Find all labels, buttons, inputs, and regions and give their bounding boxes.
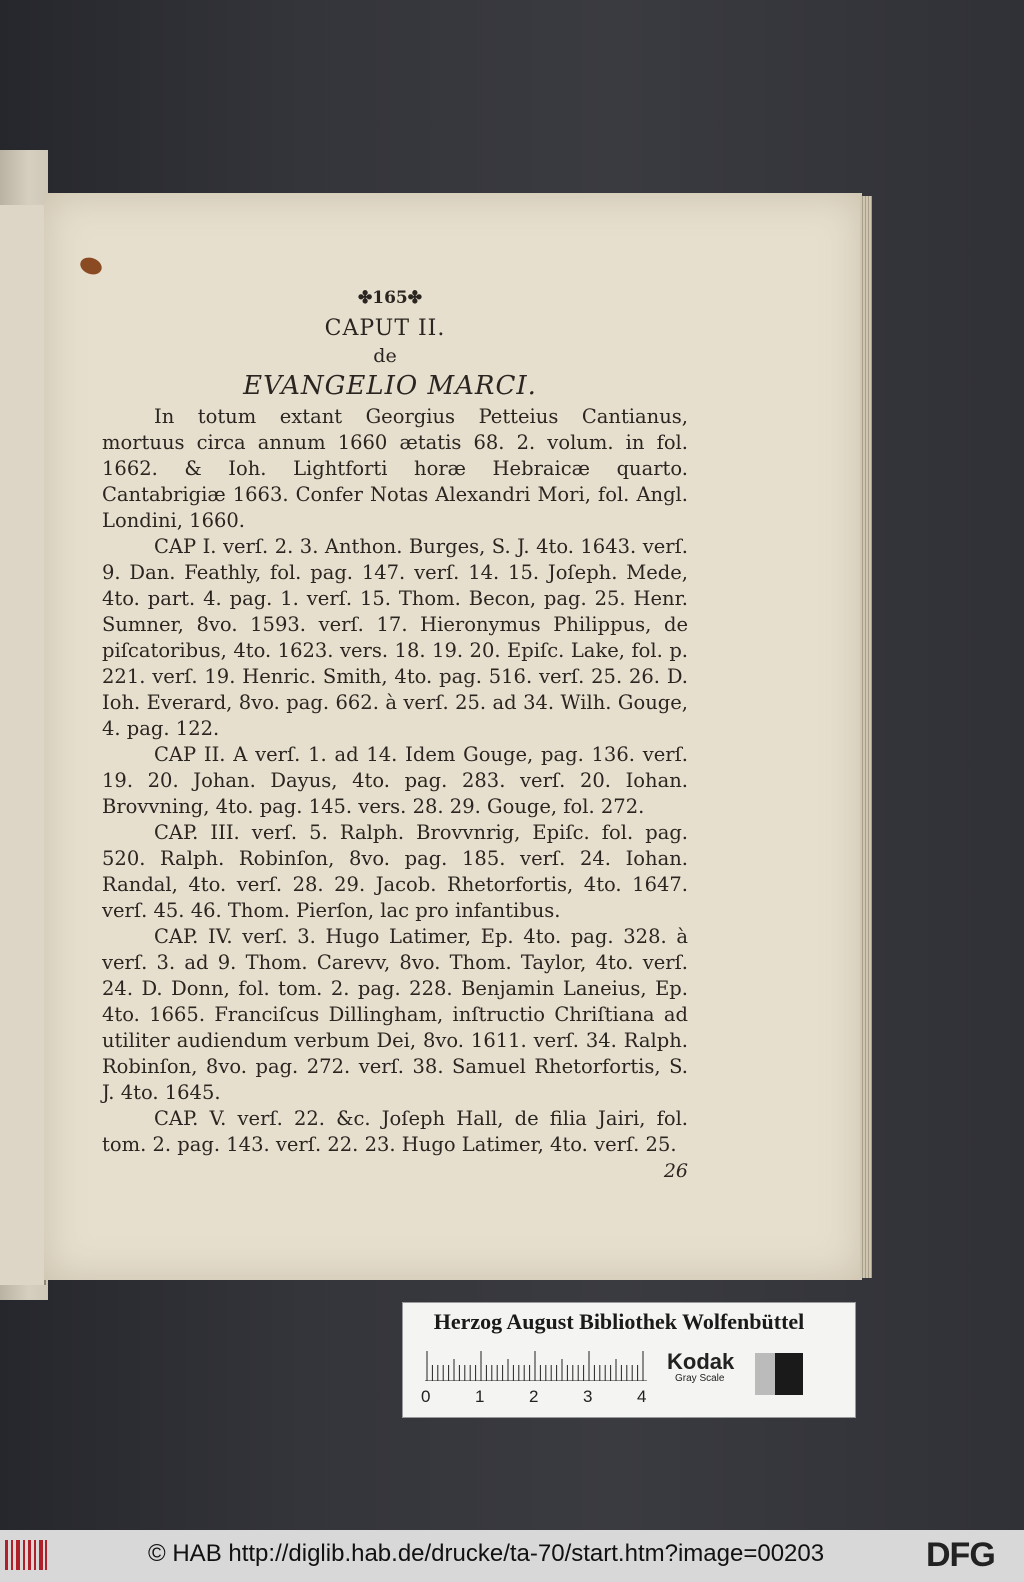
- chapter-subject: EVANGELIO MARCI.: [243, 371, 537, 401]
- page-stack-edge: [860, 196, 872, 1278]
- chapter-de: de: [373, 345, 397, 367]
- gray-scale-label: Gray Scale: [675, 1373, 725, 1384]
- ruler-number: 0: [421, 1387, 431, 1406]
- paragraph: CAP. V. verſ. 22. &c. Joſeph Hall, de filia Jairi, fol. tom. 2. pag. 143. verſ. 22. 23. Hugo Latimer, 4to. verſ. 25.: [102, 1107, 688, 1156]
- chapter-title: CAPUT II.: [324, 316, 446, 341]
- left-page-inner: [0, 205, 46, 1285]
- ruler-number: 1: [475, 1387, 485, 1406]
- catchword: 26: [663, 1160, 688, 1182]
- ruler-number: 4: [637, 1387, 647, 1406]
- library-label-card: [402, 1302, 856, 1418]
- ruler-number: 3: [583, 1387, 593, 1406]
- library-name: Herzog August Bibliothek Wolfenbüttel: [433, 1309, 805, 1334]
- page-text-block: [102, 282, 688, 1184]
- kodak-logo: Kodak: [667, 1349, 735, 1374]
- barcode-icon: [4, 1538, 48, 1572]
- footer-bar: [0, 1530, 1024, 1582]
- paragraph: In totum extant Georgius Petteius Cantianus, mortuus circa annum 1660 ætatis 68. 2. volum. in fol. 1662. & Ioh. Lightforti horæ Hebraicæ quarto. Cantabrigiæ 1663. Confer Notas Alexandri Mori, fol. Angl. Londini, 1660.: [102, 405, 688, 532]
- copyright-link[interactable]: © HAB http://diglib.hab.de/drucke/ta-70/start.htm?image=00203: [148, 1540, 825, 1567]
- ruler-numbers: [421, 1387, 661, 1409]
- paragraph: CAP I. verſ. 2. 3. Anthon. Burges, S. J. 4to. 1643. verſ. 9. Dan. Feathly, fol. pag. 147. verſ. 14. 15. Joſeph. Mede, 4to. part. 4. pag. 1. verſ. 15. Thom. Becon, pag. 25. Henr. Sumner, 8vo. 1593. verſ. 17. Hieronymus Philippus, de piſcatoribus, 4to. 1623. vers. 18. 19. 20. Epiſc. Lake, fol. p. 221. verſ. 19. Henric. Smith, 4to. pag. 516. verſ. 25. 26. D. Ioh. Everard, 8vo. pag. 662. à verſ. 25. ad 34. Wilh. Gouge, 4. pag. 122.: [102, 535, 688, 740]
- paragraph: CAP. III. verſ. 5. Ralph. Brovvnrig, Epiſc. fol. pag. 520. Ralph. Robinſon, 8vo. pag. 185. verſ. 24. Iohan. Randal, 4to. verſ. 28. 29. Jacob. Rhetorfortis, 4to. 1647. verſ. 45. 46. Thom. Pierſon, lac pro infantibus.: [102, 821, 688, 922]
- dfg-logo: DFG: [926, 1536, 995, 1574]
- paragraph: CAP. IV. verſ. 3. Hugo Latimer, Ep. 4to. pag. 328. à verſ. 3. ad 9. Thom. Carevv, 8vo. Thom. Taylor, 4to. verſ. 24. D. Donn, fol. tom. 2. pag. 228. Benjamin Laneius, Ep. 4to. 1665. Franciſcus Dillingham, inſtructio Chriſtiana ad utiliter audiendum verbum Dei, 8vo. 1611. verſ. 34. Ralph. Robinſon, 8vo. pag. 272. verſ. 38. Samuel Rhetorfortis, S. J. 4to. 1645.: [102, 925, 688, 1104]
- ruler-scale-icon: [425, 1351, 647, 1381]
- paragraph: CAP II. A verſ. 1. ad 14. Idem Gouge, pag. 136. verſ. 19. 20. Johan. Dayus, 4to. pag. 283. verſ. 20. Iohan. Brovvning, 4to. pag. 145. vers. 28. 29. Gouge, fol. 272.: [102, 743, 688, 818]
- gray-swatch: [755, 1353, 803, 1395]
- page-ornament: ✤165✤: [358, 288, 422, 308]
- ruler-number: 2: [529, 1387, 539, 1406]
